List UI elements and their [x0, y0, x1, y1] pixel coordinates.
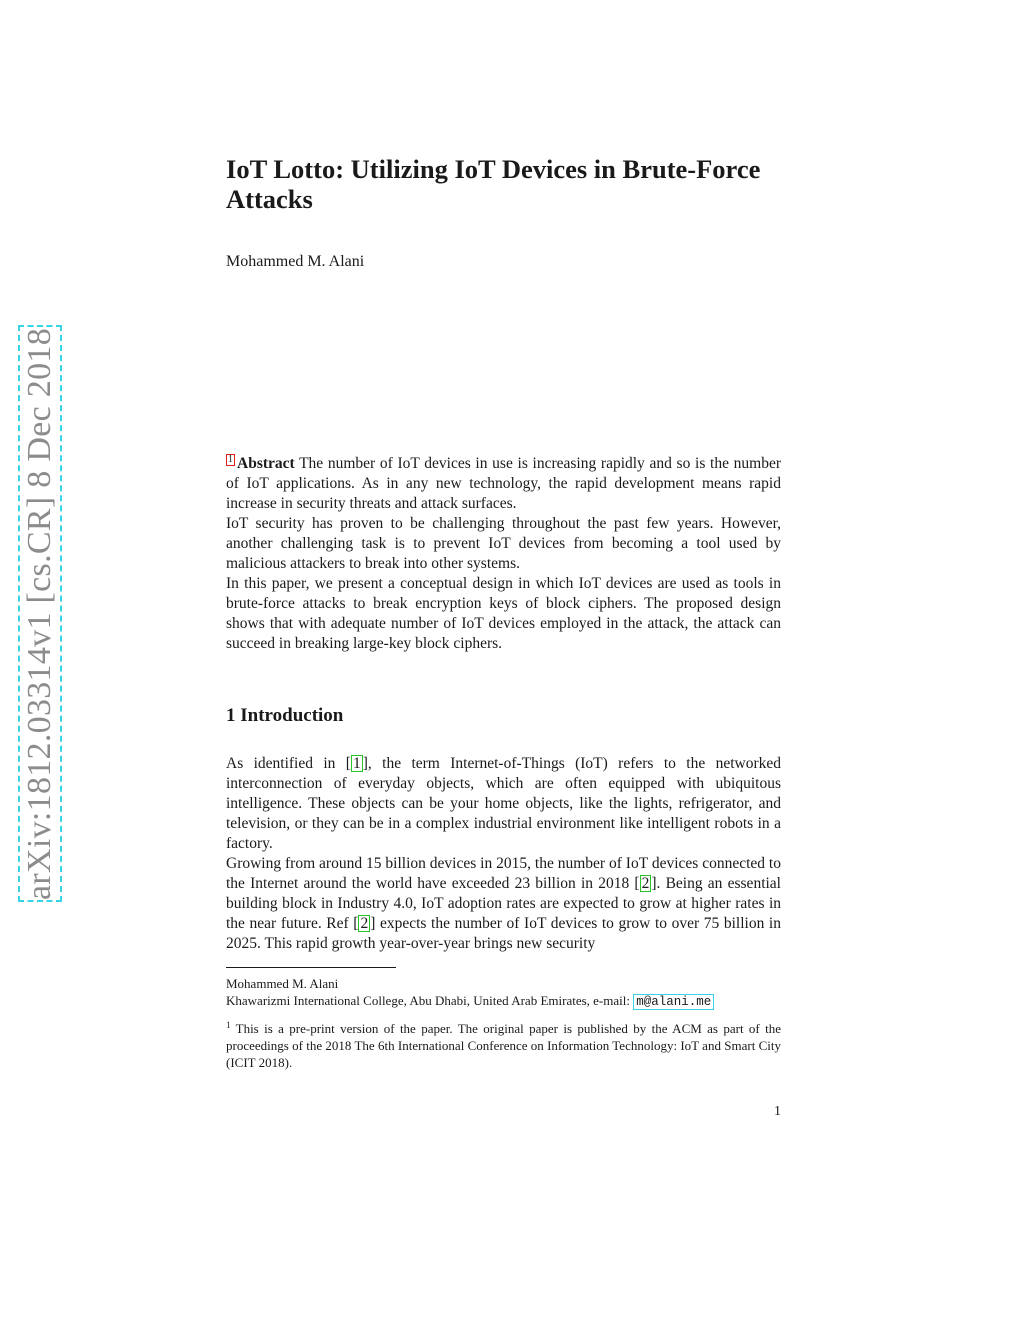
citation-link-2[interactable]: 2	[641, 875, 650, 892]
arxiv-identifier-text: arXiv:1812.03314v1 [cs.CR] 8 Dec 2018	[21, 327, 58, 900]
abstract-paragraph-3: In this paper, we present a conceptual design in which IoT devices are used as tools in brute-force attacks to break encryption keys of block ciphers. The proposed design shows that with adequate number of IoT devices employed in the attack, the attack can succeed in breaking large-key block ciphers.	[226, 575, 781, 652]
footnote-1-link[interactable]: 1	[228, 454, 233, 465]
footnote-author-name: Mohammed M. Alani	[226, 976, 339, 991]
footnote-divider	[226, 967, 396, 968]
abstract-label: Abstract	[237, 455, 295, 472]
abstract	[226, 454, 781, 654]
arxiv-identifier-stamp[interactable]	[18, 325, 62, 902]
intro-paragraph-1	[226, 754, 781, 854]
preprint-footnote	[226, 1020, 781, 1071]
intro-p2-text-c: ] expects the number of IoT devices to grow to over 75 billion in 2025. This rapid growth year-over-year brings new security	[226, 915, 781, 952]
introduction-body	[226, 754, 781, 954]
affiliation-text: Khawarizmi International College, Abu Dhabi, United Arab Emirates, e-mail:	[226, 993, 634, 1008]
citation-link-1[interactable]: 1	[352, 755, 361, 772]
email-link[interactable]: m@alani.me	[633, 994, 714, 1010]
footnote-number: 1	[226, 1020, 231, 1030]
intro-p1-text-b: ], the term Internet-of-Things (IoT) refers to the networked interconnection of everyday objects, which are often equipped with ubiquitous intelligence. These objects can be your home objects, like the lights, refrigerator, and television, or they can be in a complex industrial environment like intelligent robots in a factory.	[226, 755, 782, 852]
footnote-affiliation	[226, 992, 781, 1010]
preprint-note	[226, 1020, 781, 1071]
preprint-note-text: This is a pre-print version of the paper. The original paper is published by the ACM as part of the proceedings of the 2018 The 6th International Conference on Information Technology: IoT and Smart City (ICIT 2018).	[226, 1021, 781, 1070]
paper-title: IoT Lotto: Utilizing IoT Devices in Brute-Force Attacks	[226, 154, 761, 214]
paper-author: Mohammed M. Alani	[226, 253, 365, 270]
page-number: 1	[774, 1104, 781, 1119]
section-heading-introduction: 1 Introduction	[226, 705, 344, 726]
author-affiliation-footnote	[226, 975, 781, 1010]
intro-p2-text-b: ]. Being an essential building block in Industry 4.0, IoT adoption rates are expected to grow at higher rates in the near future. Ref [	[226, 875, 781, 932]
intro-p2-text-a: Growing from around 15 billion devices in 2015, the number of IoT devices connected to the Internet around the world have exceeded 23 billion in 2018 [	[226, 855, 781, 892]
citation-link-2b[interactable]: 2	[360, 915, 369, 932]
abstract-paragraph-1	[226, 454, 781, 514]
intro-p1-text-a: As identified in [	[226, 755, 351, 772]
abstract-paragraph-2: IoT security has proven to be challenging throughout the past few years. However, another challenging task is to prevent IoT devices from becoming a tool used by malicious attackers to break into other systems.	[226, 515, 781, 572]
abstract-text-1: The number of IoT devices in use is increasing rapidly and so is the number of IoT applications. As in any new technology, the rapid development means rapid increase in security threats and attack surfaces.	[226, 455, 781, 512]
intro-paragraph-2	[226, 854, 781, 954]
